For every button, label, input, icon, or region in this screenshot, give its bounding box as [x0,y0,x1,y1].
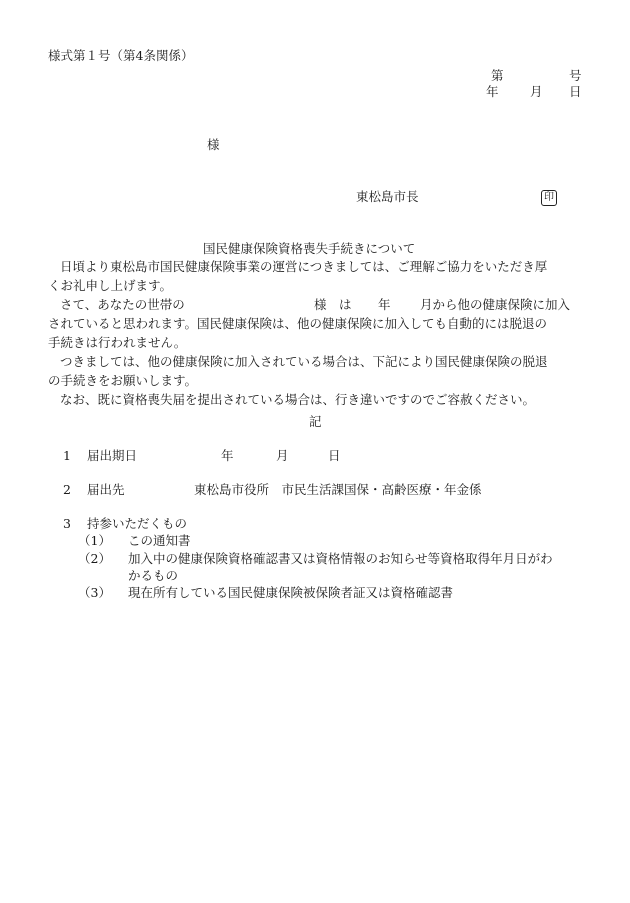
document-number-prefix: 第 [491,68,504,83]
item1-number: 1 [63,448,71,463]
body-p3-line2: の手続きをお願いします。 [48,373,198,388]
body-p2-line1-c: 年 [378,297,391,312]
item1-year: 年 [221,448,234,463]
subitem1-text: この通知書 [128,533,191,548]
body-text [48,257,583,409]
subject-title: 国民健康保険資格喪失手続きについて [203,241,416,256]
item1-day: 日 [328,448,341,463]
item2-label: 届出先 [87,482,125,497]
date-year: 年 [486,84,499,99]
item3-number: 3 [63,516,71,531]
date-month: 月 [530,84,543,99]
item1-month: 月 [276,448,289,463]
item3-label: 持参いただくもの [87,516,188,531]
subitem2-text-line2: かるもの [128,568,179,583]
subitem1-number: （1） [78,533,111,548]
issuer-title: 東松島市長 [356,189,419,204]
date-day: 日 [569,84,582,99]
form-number: 様式第１号（第4条関係） [48,48,194,63]
body-p1-line1: 日頃より東松島市国民健康保険事業の運営につきましては、ご理解ご協力をいただき厚 [60,259,548,274]
body-p2-line3: 手続きは行われません。 [48,335,187,350]
body-p2-line1-a: さて、あなたの世帯の [60,297,185,312]
issuer-seal [541,188,557,206]
body-p3-line1: つきましては、他の健康保険に加入されている場合は、下記により国民健康保険の脱退 [60,354,548,369]
recipient-suffix: 様 [207,137,220,152]
item1-label: 届出期日 [87,448,138,463]
ki-heading: 記 [309,414,322,429]
body-p1-line2: くお礼申し上げます。 [48,278,173,293]
body-p2-line1-b: 様 は [314,297,352,312]
item2-number: 2 [63,482,71,497]
body-p2-line1-d: 月から他の健康保険に加入 [420,297,571,312]
subitem2-text-line1: 加入中の健康保険資格確認書又は資格情報のお知らせ等資格取得年月日がわ [128,551,553,566]
body-p2-line1 [48,295,583,314]
document-number-suffix: 号 [569,68,582,83]
item2-value: 東松島市役所 市民生活課国保・高齢医療・年金係 [194,482,482,497]
subitem2-number: （2） [78,551,111,566]
body-p2-line2: されていると思われます。国民健康保険は、他の健康保険に加入しても自動的には脱退の [48,316,548,331]
body-p4-line1: なお、既に資格喪失届を提出されている場合は、行き違いですのでご容赦ください。 [60,392,536,407]
seal-mark: 印 [541,190,557,206]
subitem3-number: （3） [78,585,111,600]
subitem3-text: 現在所有している国民健康保険被保険者証又は資格確認書 [128,585,454,600]
